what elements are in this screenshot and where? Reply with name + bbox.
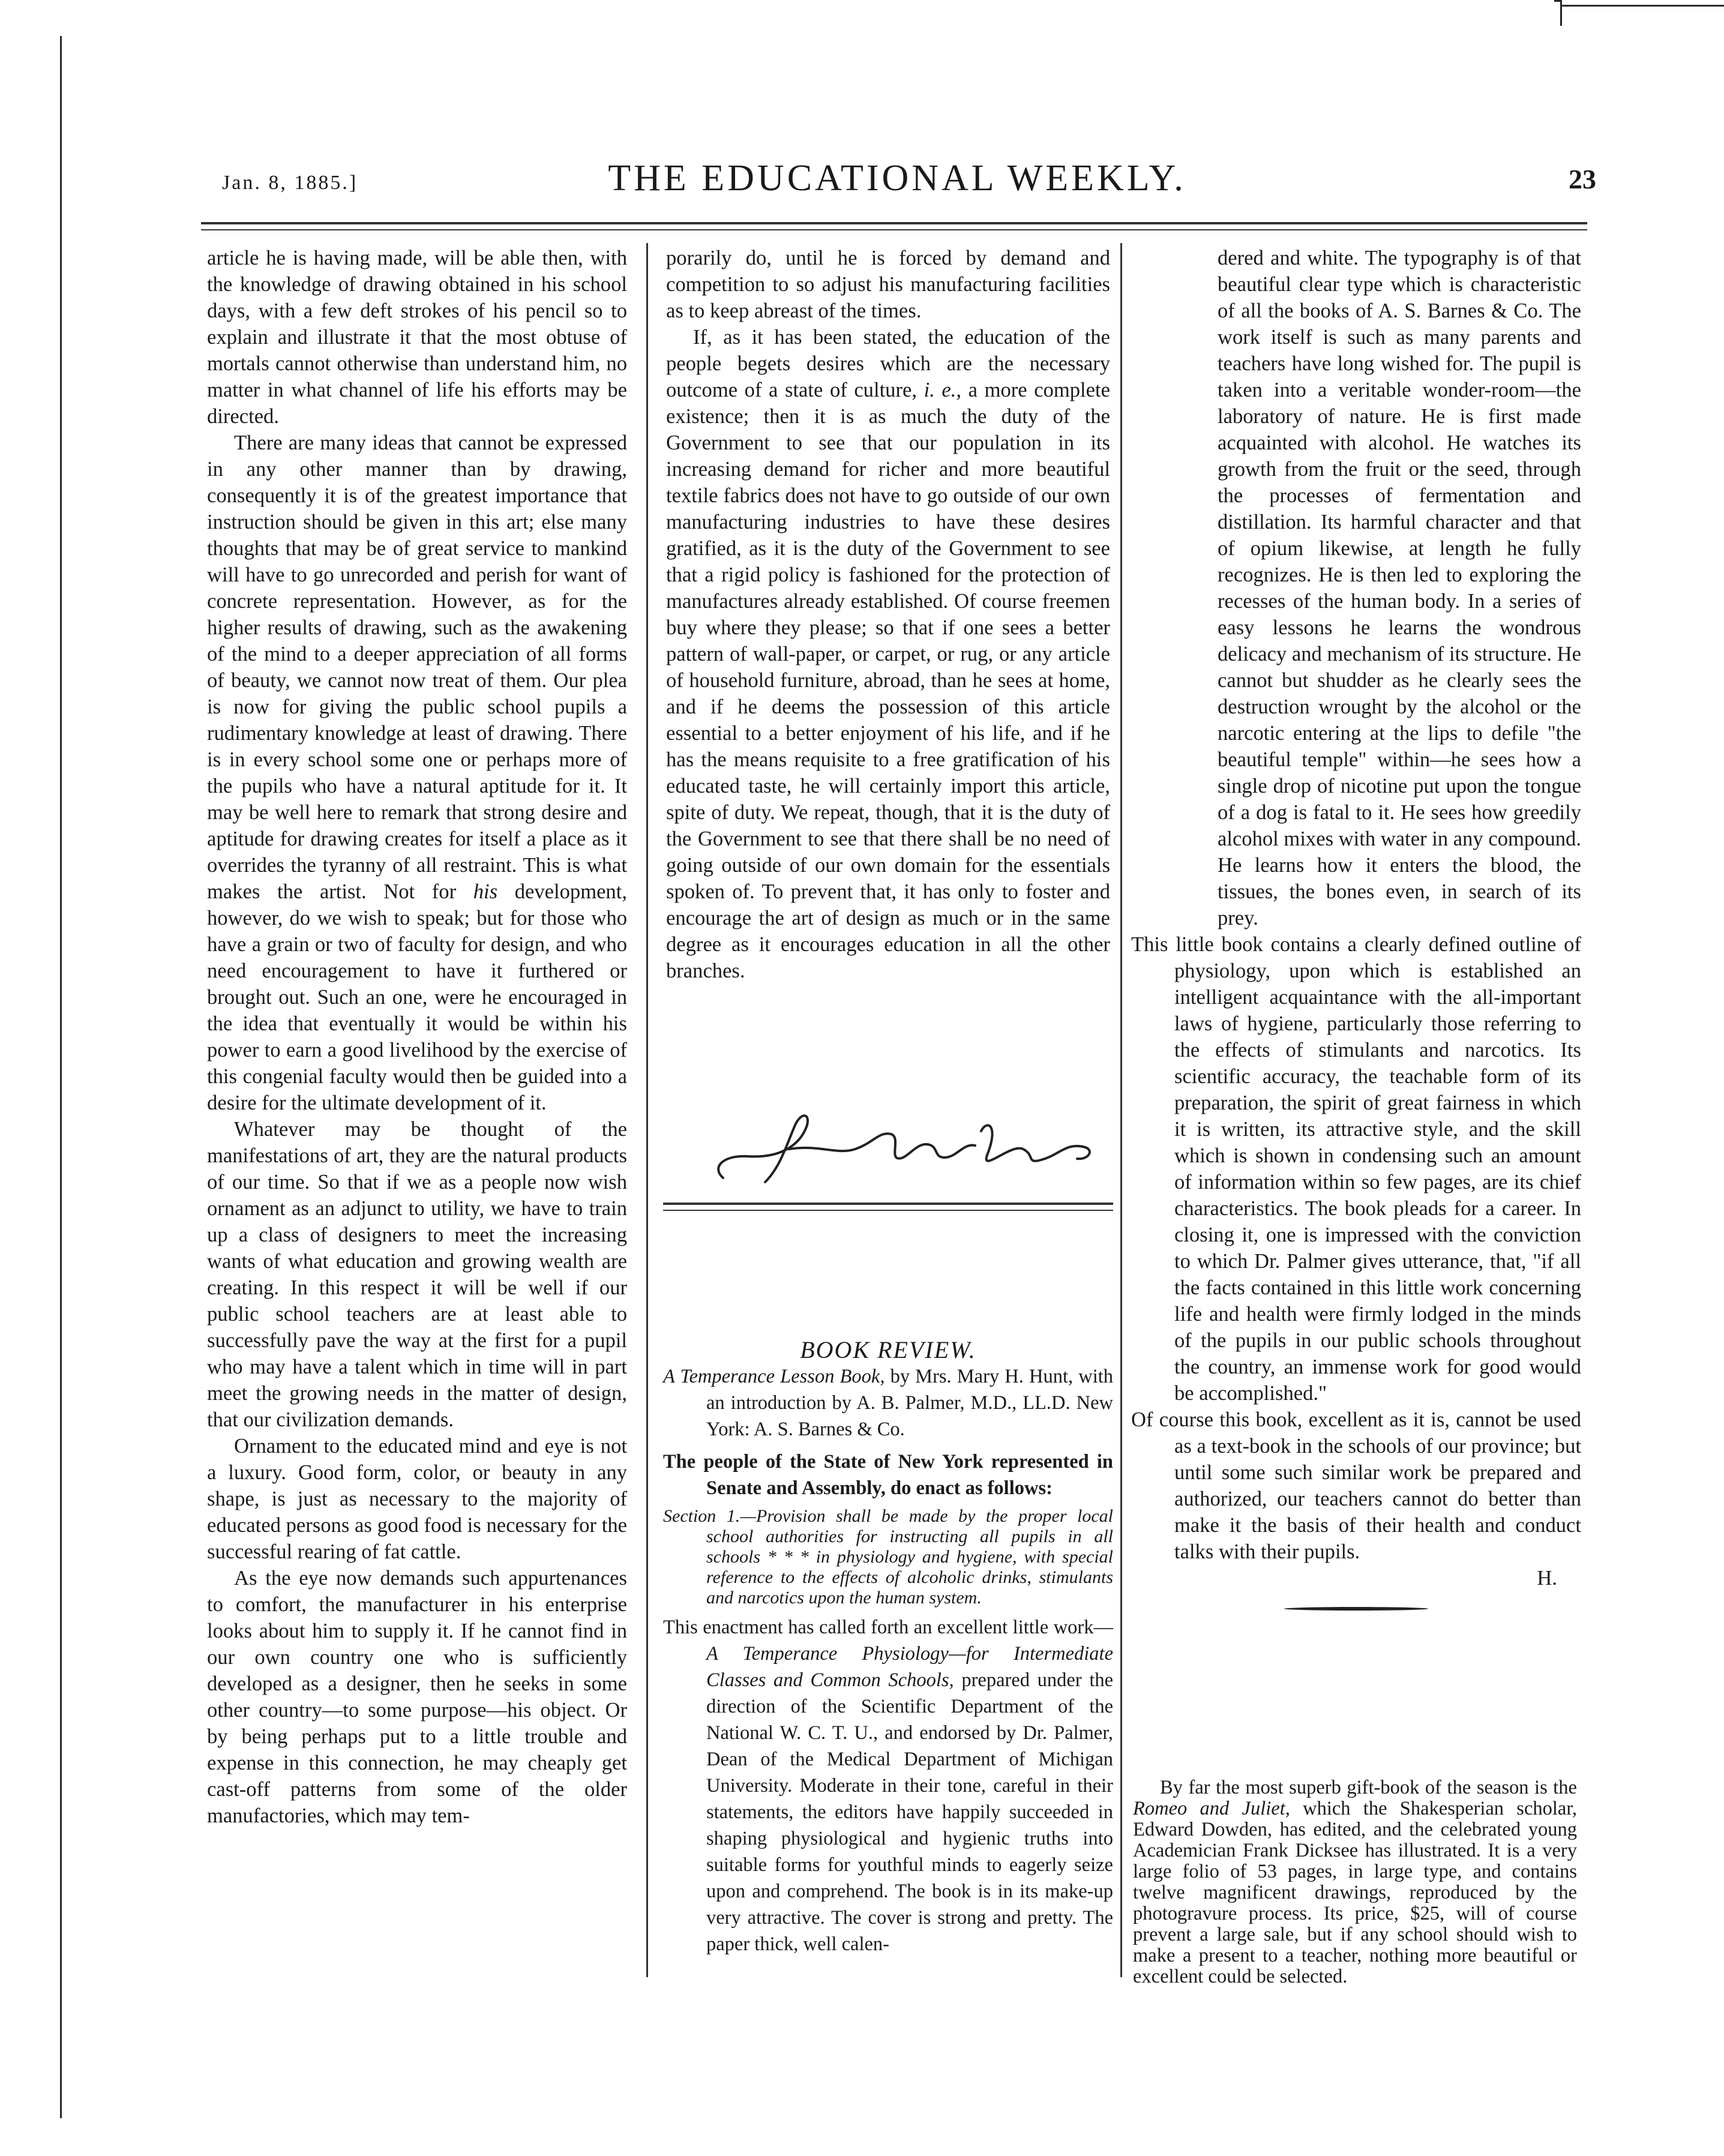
issue-date: Jan. 8, 1885.] bbox=[222, 172, 358, 194]
scan-edge-top-right bbox=[1560, 5, 1724, 7]
column-3 bbox=[1131, 245, 1581, 1626]
column-1 bbox=[207, 245, 627, 1829]
paragraph bbox=[663, 1363, 1113, 1443]
text-run: This enactment has called forth an excellent little work— bbox=[663, 1617, 1113, 1638]
book-citation bbox=[663, 1363, 1113, 1443]
statute-section bbox=[663, 1506, 1113, 1608]
reviewer-initial: H. bbox=[1537, 1567, 1557, 1590]
scan-edge-left bbox=[60, 36, 62, 2118]
text-run: which the Shakesperian scholar, Edward Dowden, has edited, and the celebrated young Academician Frank Dicksee has illustrated. It is a very large folio of 53 pages, in large type, and contains twelve magnificent drawings, reproduced by the photogravure process. Its price, $25, will of course prevent a large sale, but if any school should wish to make a present to a teacher, nothing more beautiful or excellent could be selected. bbox=[1133, 1798, 1577, 1987]
paragraph: The people of the State of New York represented in Senate and Assembly, do enact as follows: bbox=[663, 1451, 1113, 1499]
paragraph: Whatever may be thought of the manifestations of art, they are the natural products of our time. So that if we as a people now wish ornament as an adjunct to utility, we have to train up a class of designers to meet the increasing wants of what education and growing wealth are creating. In this respect it will be well if our public school teachers are at least able to successfully pave the way at the first for a pupil who may have a talent which in time will in part meet the growing needs in the matter of design, that our civilization demands. bbox=[207, 1118, 627, 1431]
paragraph: As the eye now demands such appurtenances to comfort, the manufacturer in his enterprise looks about him to supply it. If he cannot find in our own country one who is sufficiently developed as a designer, then he seeks in some other country—to some purpose—his object. Or by being perhaps put to a little trouble and expense in this connection, he may cheaply get cast-off patterns from some of the older manufactories, which may tem- bbox=[207, 1567, 627, 1827]
text-run: By far the most superb gift-book of the season is the bbox=[1160, 1777, 1577, 1798]
emphasis: i. e., bbox=[924, 379, 962, 401]
section-heading: BOOK REVIEW. bbox=[800, 1336, 976, 1363]
signature-rule-top bbox=[663, 1203, 1113, 1205]
emphasis: his bbox=[473, 880, 498, 903]
paragraph: This little book contains a clearly defined outline of physiology, upon which is established an intelligent acquaintance with the all-important laws of hygiene, particularly those referring to the effects of stimulants and narcotics. Its scientific accuracy, the teachable form of its preparation, the spirit of great fairness in which it is written, its attractive style, and the skill which is shown in condensing such an amount of information within so few pages, are its chief characteristics. The book pleads for a career. In closing it, one is impressed with the conviction to which Dr. Palmer gives utterance, that, "if all the facts contained in this little work concerning life and health were firmly lodged in the minds of the pupils in our public schools throughout the country, an immense work for good would be accomplished." bbox=[1131, 933, 1581, 1405]
text-run: If, as it has been stated, the education of the people begets desires which are the necessary outcome of a state of culture, bbox=[666, 326, 1110, 401]
column-divider-2 bbox=[1120, 243, 1122, 1977]
paragraph: porarily do, until he is forced by demand and competition to so adjust his manufacturing facilities as to keep abreast of the times. bbox=[666, 247, 1110, 322]
page-header bbox=[198, 157, 1596, 205]
emphasis: A Temperance Physiology—for Intermediate Classes and Common Schools, bbox=[706, 1643, 1113, 1691]
text-run: development, however, do we wish to speak; but for those who have a grain or two of faculty for design, and who need encouragement to have it furthered or brought out. Such an one, were he encouraged in the idea that eventually it would be within his power to earn a good livelihood by the exercise of this congenial faculty would then be guided into a desire for the ultimate development of it. bbox=[207, 880, 627, 1114]
paragraph: Of course this book, excellent as it is, cannot be used as a text-book in the schools of our province; but until some such similar work be prepared and authorized, our teachers cannot do better than make it the basis of their health and conduct talks with their pupils. bbox=[1131, 1408, 1581, 1563]
review-continued bbox=[1131, 245, 1581, 931]
paragraph bbox=[1133, 1777, 1577, 1987]
paragraph bbox=[666, 324, 1110, 984]
paragraph bbox=[663, 1614, 1114, 1957]
handwritten-signature bbox=[699, 1107, 1113, 1191]
header-rule-bottom bbox=[201, 229, 1587, 230]
section-divider bbox=[1284, 1607, 1428, 1611]
gift-book-notice bbox=[1133, 1777, 1577, 1987]
review-paragraph bbox=[1131, 1407, 1581, 1565]
signature-rule-bottom bbox=[663, 1210, 1113, 1211]
text-run: by Mrs. Mary H. Hunt, with an introduction by A. B. Palmer, M.D., LL.D. New York: A. S. Barnes & Co. bbox=[706, 1366, 1113, 1440]
paragraph: dered and white. The typography is of that beautiful clear type which is characteristic of all the books of A. S. Barnes & Co. The work itself is such as many parents and teachers have long wished for. The pupil is taken into a veritable wonder-room—the laboratory of nature. He is first made acquainted with alcohol. He watches its growth from the fruit or the seed, through the processes of fermentation and distillation. Its harmful character and that of opium likewise, at length he fully recognizes. He is then led to exploring the recesses of the human body. In a series of easy lessons he learns the wondrous delicacy and mechanism of its structure. He cannot but shudder as he clearly sees the destruction wrought by the alcohol or the narcotic entering at the lips to defile "the beautiful temple" within—he sees how a single drop of nicotine put upon the tongue of a dog is fatal to it. He sees how greedily alcohol mixes with water in any compound. He learns how it enters the blood, the tissues, the bones even, in search of its prey. bbox=[1218, 247, 1581, 929]
book-title: A Temperance Lesson Book, bbox=[663, 1366, 885, 1387]
page-number: 23 bbox=[1569, 164, 1596, 194]
header-rule-top bbox=[201, 222, 1587, 224]
column-divider-1 bbox=[646, 243, 648, 1977]
text-run: prepared under the direction of the Scientific Department of the National W. C. T. U., and endorsed by Dr. Palmer, Dean of the Medical Department of Michigan University. Moderate in their tone, careful in their statements, the editors have happily succeeded in shaping physiological and hygienic truths into suitable forms for youthful minds to eagerly seize upon and comprehend. The book is in its make-up very attractive. The cover is strong and pretty. The paper thick, well calen- bbox=[706, 1669, 1114, 1955]
paragraph: Section 1.—Provision shall be made by the proper local school authorities for instructing all pupils in all schools * * * in physiology and hygiene, with special reference to the effects of alcoholic drinks, stimulants and narcotics upon the human system. bbox=[663, 1506, 1113, 1608]
paragraph bbox=[207, 430, 627, 1116]
column-2 bbox=[666, 245, 1110, 984]
emphasis: Romeo and Juliet, bbox=[1133, 1798, 1290, 1819]
text-run: a more complete existence; then it is as much the duty of the Government to see that our population in its increasing demand for richer and more beautiful textile fabrics does not have to go outside of our own manufacturing industries to have these desires gratified, as it is the duty of the Government to see that a rigid policy is fashioned for the protection of manufactures already established. Of course freemen buy where they please; so that if one sees a better pattern of wall-paper, or carpet, or rug, or any article of household furniture, abroad, than he sees at home, and if he deems the possession of this article essential to a better enjoyment of his life, and if he has the means requisite to a free gratification of his educated taste, he will certainly import this article, spite of duty. We repeat, though, that it is the duty of the Government to see that there shall be no need of going outside of our own domain for the essentials spoken of. To prevent that, it has only to foster and encourage the art of design as much or in the same degree as it encourages education in all the other branches. bbox=[666, 379, 1110, 982]
enactment bbox=[663, 1449, 1113, 1501]
book-review-section bbox=[663, 1337, 1113, 1957]
review-paragraph bbox=[1131, 931, 1581, 1407]
paragraph: article he is having made, will be able then, with the knowledge of drawing obtained in his school days, with a few deft strokes of his pencil so to explain and illustrate it that the most obtuse of mortals cannot otherwise than understand him, no matter in what channel of life his efforts may be directed. bbox=[207, 247, 627, 428]
publication-title: THE EDUCATIONAL WEEKLY. bbox=[608, 158, 1186, 199]
scan-corner-mark bbox=[1554, 0, 1562, 26]
paragraph: Ornament to the educated mind and eye is not a luxury. Good form, color, or beauty in any shape, is just as necessary to the majority of educated persons as good food is necessary for the successful rearing of fat cattle. bbox=[207, 1435, 627, 1563]
review-body bbox=[663, 1614, 1113, 1957]
text-run: There are many ideas that cannot be expressed in any other manner than by drawing, consequently it is of the greatest importance that instruction should be given in this art; else many thoughts that may be of great service to mankind will have to go unrecorded and perish for want of concrete representation. However, as for the higher results of drawing, such as the awakening of the mind to a deeper appreciation of all forms of beauty, we cannot now treat of them. Our plea is now for giving the public school pupils a rudimentary knowledge at least of drawing. There is in every school some one or perhaps more of the pupils who have a natural aptitude for it. It may be well here to remark that strong desire and aptitude for drawing creates for itself a place as it overrides the tyranny of all restraint. This is what makes the artist. Not for bbox=[207, 431, 627, 903]
